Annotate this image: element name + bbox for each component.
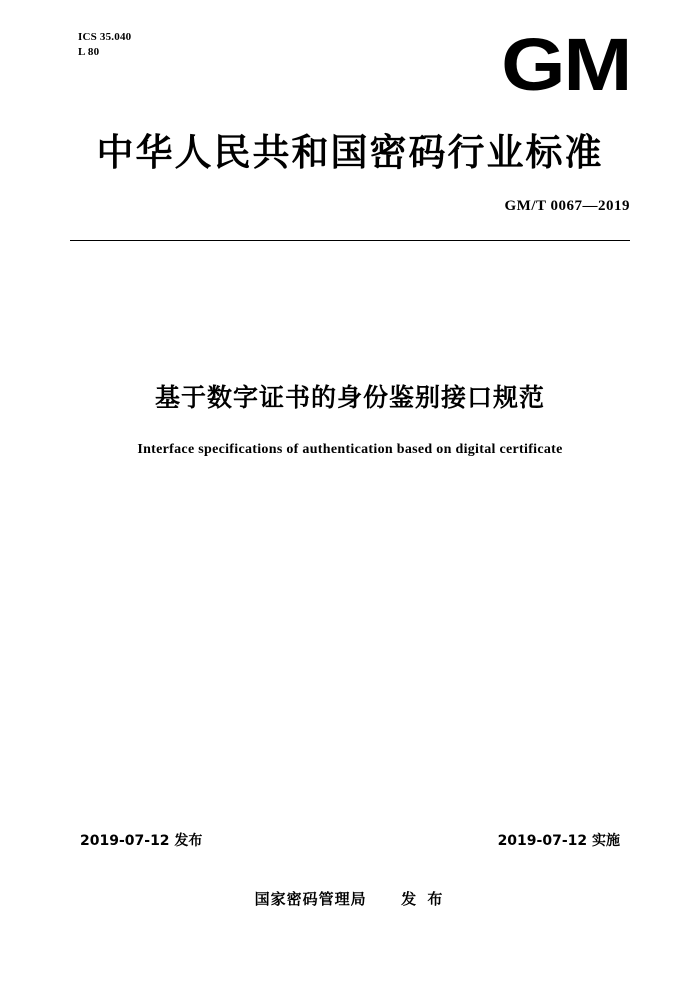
document-title-english: Interface specifications of authentication based on digital certificate [137, 442, 563, 457]
horizontal-divider [70, 240, 630, 241]
ics-classification-block [78, 30, 131, 60]
gm-logo: GM [500, 23, 630, 106]
implementation-date: 2019-07-12 实施 [497, 833, 620, 849]
issuer-publish-label: 发 布 [401, 890, 446, 908]
standard-number: GM/T 0067—2019 [504, 198, 630, 214]
issue-date: 2019-07-12 发布 [80, 833, 203, 849]
issuer-name: 国家密码管理局 [254, 890, 367, 908]
issuer-line [0, 888, 700, 909]
document-title-chinese: 基于数字证书的身份鉴别接口规范 [154, 383, 545, 412]
ccs-code: L 80 [78, 45, 100, 58]
page-title: 中华人民共和国密码行业标准 [96, 131, 604, 174]
footer-dates [80, 830, 620, 850]
ics-code: ICS 35.040 [78, 31, 132, 43]
